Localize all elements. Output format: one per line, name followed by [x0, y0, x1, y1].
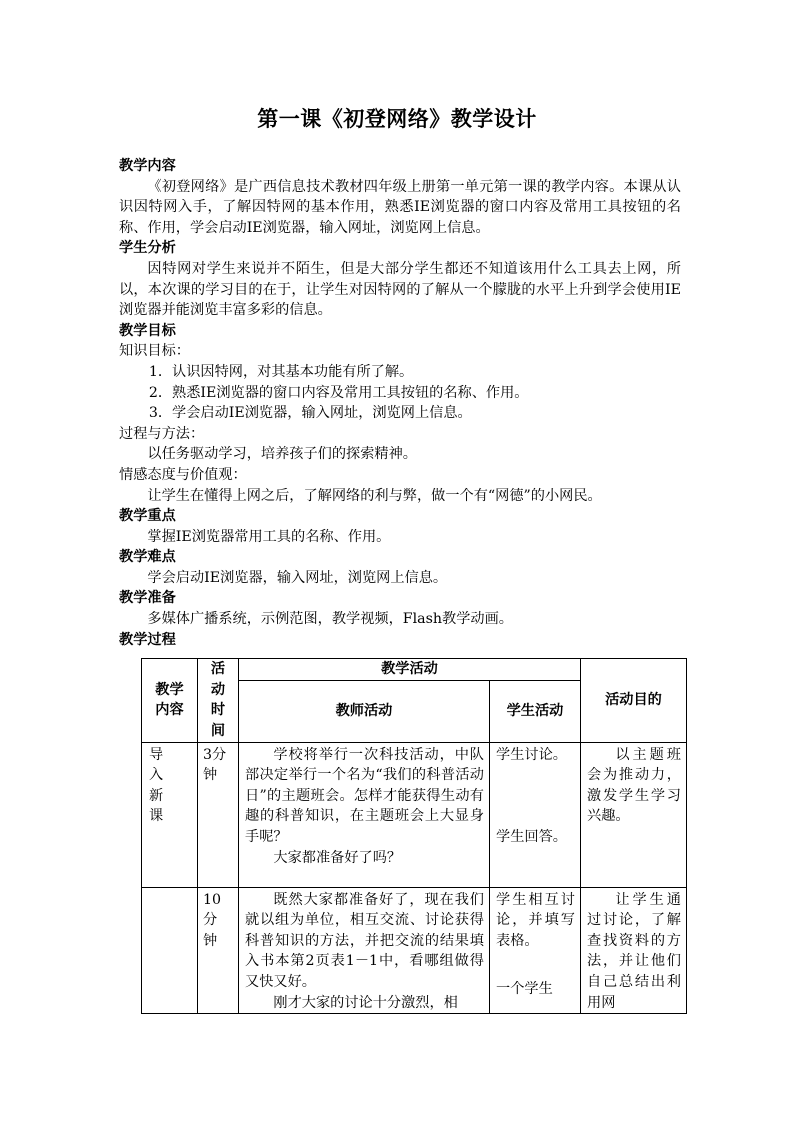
row1-purpose: 以主题班会为推动力，激发学生学习兴趣。 [581, 742, 687, 887]
row2-time: 10分钟 [198, 887, 239, 1014]
preparation-text: 多媒体广播系统，示例范图，教学视频，Flash教学动画。 [147, 611, 513, 628]
section-heading-content: 教学内容 [119, 158, 176, 174]
row2-teacher: 既然大家都准备好了，现在我们就以组为单位，相互交流、讨论获得科普知识的方法，并把交流的结果填入书本第2页表1－1中，看哪组做得又快又好。 刚才大家的讨论十分激烈，相 [239, 887, 490, 1014]
header-activity: 教学活动 [239, 659, 581, 681]
row1-time: 3分钟 [198, 742, 239, 887]
row2-student: 学生相互讨论，并填写表格。 一个学生 [490, 887, 581, 1014]
table-row [142, 887, 687, 1014]
analysis-paragraph: 因特网对学生来说并不陌生，但是大部分学生都还不知道该用什么工具去上网，所以，本次课的学习目的在于，让学生对因特网的了解从一个朦胧的水平上升到学会使用IE浏览器并能浏览丰富多彩的信息。 [119, 260, 681, 319]
page-title: 第一课《初登网络》教学设计 [257, 106, 537, 131]
knowledge-item-2: 2．熟悉IE浏览器的窗口内容及常用工具按钮的名称、作用。 [148, 384, 529, 401]
header-time: 活动时间 [198, 659, 239, 743]
key-points-text: 掌握IE浏览器常用工具的名称、作用。 [147, 528, 391, 545]
header-teacher: 教师活动 [239, 680, 490, 742]
knowledge-item-1: 1．认识因特网，对其基本功能有所了解。 [148, 363, 414, 380]
process-method-text: 以任务驱动学习，培养孩子们的探索精神。 [147, 446, 417, 463]
row1-teacher: 学校将举行一次科技活动，中队部决定举行一个名为“我们的科普活动日”的主题班会。怎样才能获得生动有趣的科普知识，在主题班会上大显身手呢？ 大家都准备好了吗？ [239, 742, 490, 887]
section-heading-analysis: 学生分析 [119, 240, 176, 257]
document-body [119, 156, 681, 650]
table-row [142, 742, 687, 887]
lesson-process-table [141, 658, 687, 1014]
header-student: 学生活动 [490, 680, 581, 742]
row2-content [142, 887, 198, 1014]
header-content: 教学内容 [142, 659, 198, 743]
content-paragraph: 《初登网络》是广西信息技术教材四年级上册第一单元第一课的教学内容。本课从认识因特网入手，了解因特网的基本作用，熟悉IE浏览器的窗口内容及常用工具按钮的名称、作用，学会启动IE浏览器，输入网址，浏览网上信息。 [119, 178, 681, 236]
row1-content: 导入新课 [142, 742, 198, 887]
section-heading-difficulty: 教学难点 [119, 549, 176, 566]
emotion-values-text: 让学生在懂得上网之后，了解网络的利与弊，做一个有“网德”的小网民。 [147, 487, 602, 504]
process-method-label: 过程与方法： [119, 425, 205, 442]
section-heading-key-points: 教学重点 [119, 508, 176, 525]
knowledge-item-3: 3．学会启动IE浏览器，输入网址，浏览网上信息。 [148, 405, 472, 422]
section-heading-goals: 教学目标 [119, 322, 176, 339]
difficulty-text: 学会启动IE浏览器，输入网址，浏览网上信息。 [147, 569, 448, 586]
section-heading-process: 教学过程 [119, 631, 176, 648]
knowledge-goals-label: 知识目标： [119, 343, 190, 360]
section-heading-preparation: 教学准备 [119, 590, 176, 607]
row2-purpose: 让学生通过讨论，了解查找资料的方法，并让他们自己总结出利用网 [581, 887, 687, 1014]
row1-student: 学生讨论。 学生回答。 [490, 742, 581, 887]
emotion-values-label: 情感态度与价值观： [119, 466, 247, 483]
header-purpose: 活动目的 [581, 659, 687, 743]
